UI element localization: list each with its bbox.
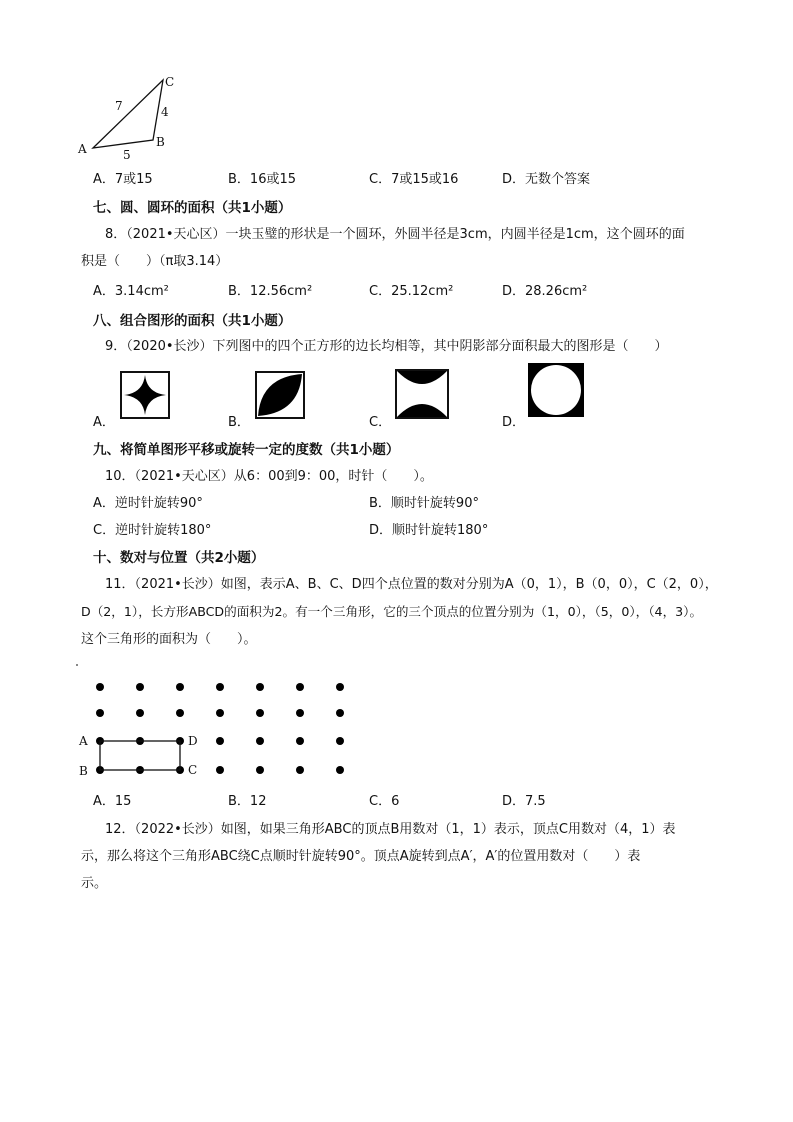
q11-option-b[interactable]: B．12 (228, 794, 267, 809)
q11-line3: 这个三角形的面积为（ ）。 (81, 632, 257, 647)
grid-dot (136, 683, 144, 691)
q9-figure-b[interactable] (255, 371, 305, 419)
section-9-title: 九、将简单图形平移或旋转一定的度数（共1小题） (93, 442, 400, 458)
grid-dot (96, 709, 104, 717)
q8-option-d[interactable]: D．28.26cm² (502, 284, 588, 299)
section-7-title: 七、圆、圆环的面积（共1小题） (93, 200, 292, 216)
q8-line2: 积是（ ）（π取3.14） (81, 254, 229, 269)
label-ac: 7 (115, 99, 123, 113)
q9-option-c[interactable]: C． (369, 415, 392, 430)
grid-dot (256, 737, 264, 745)
q9-option-a[interactable]: A． (93, 415, 115, 430)
q9-option-b[interactable]: B． (228, 415, 250, 430)
q7-option-a[interactable]: A．7或15 (93, 172, 153, 187)
q11-option-a[interactable]: A．15 (93, 794, 132, 809)
q8-option-a[interactable]: A．3.14cm² (93, 284, 169, 299)
q11-line2: D（2，1），长方形ABCD的面积为2。有一个三角形，它的三个顶点的位置分别为（1，0），（5，0），（4，3）。 (81, 604, 703, 619)
label-ab: 5 (123, 148, 131, 162)
label-c: C (165, 75, 175, 89)
q7-option-d[interactable]: D．无数个答案 (502, 172, 591, 187)
q10-option-b[interactable]: B．顺时针旋转90° (369, 496, 479, 511)
q12-line2: 示，那么将这个三角形ABC绕C点顺时针旋转90°。顶点A旋转到点A′，A′的位置用数对（ ）表 (81, 849, 641, 864)
grid-dot (216, 709, 224, 717)
section-10-title: 十、数对与位置（共2小题） (93, 550, 265, 566)
q9-figure-a[interactable] (120, 371, 170, 419)
q7-option-b[interactable]: B．16或15 (228, 172, 297, 187)
grid-dot (336, 766, 344, 774)
q9-line1: 9．（2020•长沙）下列图中的四个正方形的边长均相等，其中阴影部分面积最大的图形是（ ） (105, 339, 668, 354)
grid-dot (216, 737, 224, 745)
grid-dot (96, 683, 104, 691)
grid-dot (336, 683, 344, 691)
grid-dot (256, 766, 264, 774)
triangle-abc (93, 80, 163, 148)
q9-figure-c[interactable] (395, 369, 449, 419)
grid-dot (136, 709, 144, 717)
q10-option-c[interactable]: C．逆时针旋转180° (93, 523, 212, 538)
grid-dot (216, 683, 224, 691)
section-8-title: 八、组合图形的面积（共1小题） (93, 313, 292, 329)
grid-dot (336, 709, 344, 717)
grid-dot (296, 683, 304, 691)
grid-dot (296, 737, 304, 745)
grid-dot (256, 683, 264, 691)
q7-option-c[interactable]: C．7或15或16 (369, 172, 459, 187)
q12-line1: 12．（2022•长沙）如图，如果三角形ABC的顶点B用数对（1，1）表示，顶点C用数对（4，1）表 (105, 822, 676, 837)
q8-option-b[interactable]: B．12.56cm² (228, 284, 313, 299)
rectangle-abcd (100, 741, 180, 770)
grid-dot (176, 709, 184, 717)
grid-label-b: B (79, 764, 88, 778)
q11-option-c[interactable]: C．6 (369, 794, 400, 809)
label-bc: 4 (161, 105, 169, 119)
grid-dot (336, 737, 344, 745)
q11-dot-grid (72, 660, 362, 785)
grid-label-a: A (79, 734, 88, 748)
grid-dot (296, 709, 304, 717)
grid-dot (176, 683, 184, 691)
grid-label-c: C (188, 763, 198, 777)
q10-option-a[interactable]: A．逆时针旋转90° (93, 496, 203, 511)
q9-figure-d[interactable] (527, 362, 585, 418)
label-b: B (156, 135, 165, 149)
q10-option-d[interactable]: D．顺时针旋转180° (369, 523, 489, 538)
grid-dot (256, 709, 264, 717)
q9-option-d[interactable]: D． (502, 415, 526, 430)
q11-line1: 11．（2021•长沙）如图，表示A、B、C、D四个点位置的数对分别为A（0，1），B（0，0），C（2，0）， (105, 577, 718, 592)
q11-option-d[interactable]: D．7.5 (502, 794, 546, 809)
q10-line1: 10．（2021•天心区）从6：00到9：00，时针（ ）。 (105, 469, 433, 484)
q8-option-c[interactable]: C．25.12cm² (369, 284, 454, 299)
grid-label-d: D (188, 734, 198, 748)
q8-line1: 8．（2021•天心区）一块玉璧的形状是一个圆环，外圆半径是3cm，内圆半径是1cm，这个圆环的面 (105, 227, 685, 242)
grid-dot (296, 766, 304, 774)
label-a: A (78, 142, 87, 156)
grid-dot (216, 766, 224, 774)
triangle-figure (72, 72, 192, 162)
q12-line3: 示。 (81, 876, 108, 891)
